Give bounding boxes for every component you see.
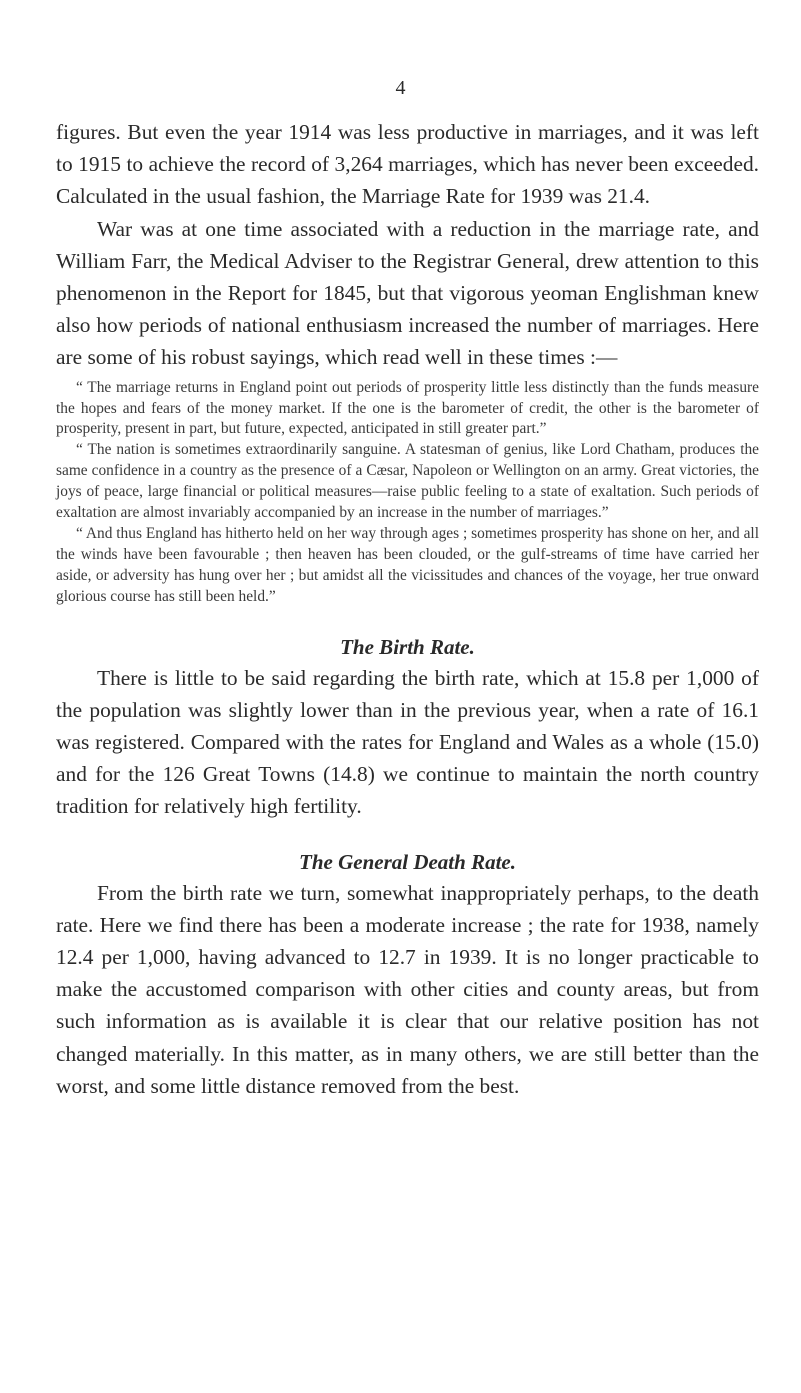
quote-national-sanguine: “ The nation is sometimes extraordinarily sanguine. A statesman of genius, like Lord Chatham, produces the same confidence in a country as the presence of a Cæsar, Napoleon or Wellington on an army. Great victories, the joys of peace, large financial or political measures—raise public feeling to a state of exaltation. Such periods of exaltation are almost invariably accompanied by an increase in the number of marriages.” [56, 441, 759, 522]
heading-birth-rate: The Birth Rate. [340, 634, 475, 659]
page-content [56, 116, 759, 1102]
heading-death-rate: The General Death Rate. [299, 849, 516, 874]
quote-england-held-course: “ And thus England has hitherto held on her way through ages ; sometimes prosperity has shone on her, and all the winds have been favourable ; then heaven has been clouded, or the gulf-streams of time have carried her aside, or adversity has hung over her ; but amidst all the vicissitudes and chances of the voyage, her true onward glorious course has still been held.” [56, 524, 759, 605]
paragraph-war-and-marriage: War was at one time associated with a reduction in the marriage rate, and William Farr, the Medical Adviser to the Registrar General, drew attention to this phenomenon in the Report for 1845, but that vigorous yeoman Englishman knew also how periods of national enthusiasm increased the number of marriages. Here are some of his robust sayings, which read well in these times :— [56, 216, 759, 370]
quote-barometer: “ The marriage returns in England point out periods of prosperity little less distinctly than the funds measure the hopes and fears of the money market. If the one is the barometer of credit, the other is the barometer of prosperity, present in part, but future, expected, anticipated in still greater part.” [56, 378, 759, 438]
farr-quotations [56, 378, 759, 608]
page-number: 4 [395, 77, 406, 99]
paragraph-death-rate: From the birth rate we turn, somewhat inappropriately perhaps, to the death rate. Here we find there has been a moderate increase ; the rate for 1938, namely 12.4 per 1,000, having advanced to 12.7 in 1939. It is no longer practicable to make the accustomed comparison with other cities and county areas, but from such information as is available it is clear that our relative position has not changed materially. In this matter, as in many others, we are still better than the worst, and some little distance removed from the best. [56, 880, 759, 1098]
paragraph-birth-rate: There is little to be said regarding the birth rate, which at 15.8 per 1,000 of the population was slightly lower than in the previous year, when a rate of 16.1 was registered. Compared with the rates for England and Wales as a whole (15.0) and for the 126 Great Towns (14.8) we continue to maintain the north country tradition for relatively high fertility. [56, 665, 759, 819]
paragraph-marriage-figures: figures. But even the year 1914 was less productive in marriages, and it was left to 1915 to achieve the record of 3,264 marriages, which has never been exceeded. Calculated in the usual fashion, the Marriage Rate for 1939 was 21.4. [56, 120, 759, 209]
